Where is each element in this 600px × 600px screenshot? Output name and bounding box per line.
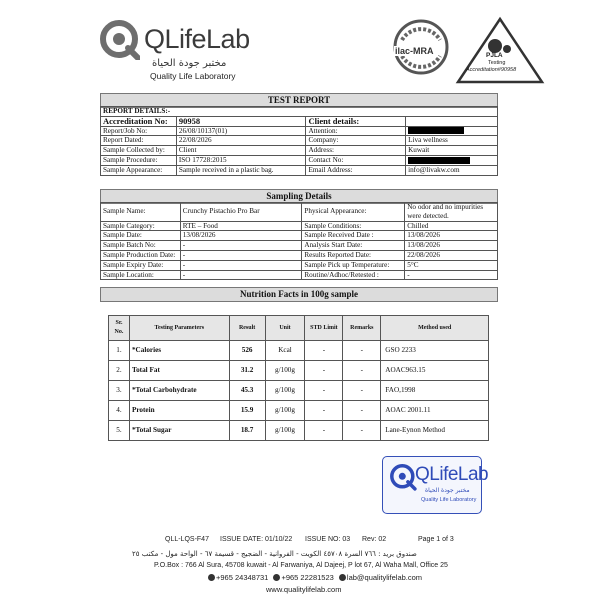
table-row [109, 341, 489, 361]
row-label: Report/Job No: [101, 126, 177, 136]
stamp-q-icon [389, 463, 417, 491]
cell-method: AOAC 2001.11 [381, 401, 489, 421]
table-row [101, 126, 498, 136]
row-value: Client [176, 146, 306, 156]
client-label: Attention: [306, 126, 406, 136]
stamp-arabic: مختبر جودة الحياة [425, 487, 470, 494]
logo-english-name: Quality Life Laboratory [150, 71, 236, 81]
address-arabic: صندوق بريد : ٧٦٦ السرة ٤٥٧٠٨ الكويت - الفروانية - الضجيج - قسيمة ٦٧ - الواحة مول - مكتب ٢٥ [132, 550, 417, 558]
revision: Rev: 02 [362, 536, 387, 543]
cell-result: 526 [229, 341, 265, 361]
row-value: 13/08/2026 [405, 231, 498, 241]
cell-unit: g/100g [265, 381, 305, 401]
row-value: - [180, 260, 302, 270]
cell-unit: g/100g [265, 361, 305, 381]
cell-method: Lane-Eynon Method [381, 421, 489, 441]
table-row [101, 231, 498, 241]
column-header: Unit [265, 316, 305, 341]
cell-remarks: - [343, 421, 381, 441]
cell-remarks: - [343, 401, 381, 421]
cell-param: *Calories [129, 341, 229, 361]
qlifelab-stamp [382, 456, 489, 514]
table-row [101, 155, 498, 165]
cell-method: GSO 2233 [381, 341, 489, 361]
row-label: Sample Appearance: [101, 165, 177, 175]
phone-icon [273, 574, 280, 581]
table-row [101, 250, 498, 260]
cell-sr: 3. [109, 381, 130, 401]
column-header: Testing Parameters [129, 316, 229, 341]
issue-date: ISSUE DATE: 01/10/22 [220, 536, 293, 543]
report-details-table [100, 106, 498, 176]
redacted-contact [406, 155, 498, 165]
row-value: 5°C [405, 260, 498, 270]
logo-wordmark: QLifeLab [144, 24, 250, 54]
cell-param: *Total Sugar [129, 421, 229, 441]
cell-std: - [305, 341, 343, 361]
cell-result: 45.3 [229, 381, 265, 401]
cell-result: 18.7 [229, 421, 265, 441]
accreditation-value: 90958 [176, 116, 306, 126]
row-value: Crunchy Pistachio Pro Bar [180, 203, 302, 222]
column-header: STD Limit [305, 316, 343, 341]
client-label: Email Address: [306, 165, 406, 175]
row-value: 26/08/10137(01) [176, 126, 306, 136]
client-label: Address: [306, 146, 406, 156]
page-number: Page 1 of 3 [418, 536, 454, 543]
sampling-details-title: Sampling Details [100, 189, 498, 204]
issue-number: ISSUE NO: 03 [305, 536, 351, 543]
row-label: Sample Date: [101, 231, 181, 241]
email-link[interactable]: lab@qualitylifelab.com [346, 573, 423, 582]
cell-remarks: - [343, 381, 381, 401]
sampling-details-table [100, 202, 498, 280]
pjla-triangle-icon [455, 16, 545, 86]
report-details-label: REPORT DETAILS:- [101, 107, 498, 117]
pjla-sub-label: Testing [488, 60, 506, 66]
row-label: Sample Expiry Date: [101, 260, 181, 270]
table-row [101, 146, 498, 156]
cell-sr: 2. [109, 361, 130, 381]
cell-unit: g/100g [265, 421, 305, 441]
cell-param: Total Fat [129, 361, 229, 381]
client-value: Liva wellness [406, 136, 498, 146]
client-label: Contact No: [306, 155, 406, 165]
row-value: ISO 17728:2015 [176, 155, 306, 165]
cell-sr: 5. [109, 421, 130, 441]
row-label: Sample Pick up Temperature: [302, 260, 405, 270]
column-header: Remarks [343, 316, 381, 341]
row-label: Sample Category: [101, 221, 181, 231]
row-value: - [180, 270, 302, 280]
cell-unit: g/100g [265, 401, 305, 421]
pjla-accreditation: Accreditation#90958 [466, 67, 517, 73]
table-row [101, 270, 498, 280]
table-row [101, 241, 498, 251]
table-row [109, 361, 489, 381]
nutrition-title: Nutrition Facts in 100g sample [100, 287, 498, 302]
stamp-wordmark: QLifeLab [415, 464, 489, 485]
table-row [101, 165, 498, 175]
row-value: - [180, 241, 302, 251]
cell-remarks: - [343, 361, 381, 381]
q-logo-icon [100, 20, 140, 60]
row-value: RTE – Food [180, 221, 302, 231]
row-value: No odor and no impurities were detected. [405, 203, 498, 222]
stamp-english: Quality Life Laboratory [421, 497, 477, 503]
row-label: Sample Procedure: [101, 155, 177, 165]
row-label: Sample Collected by: [101, 146, 177, 156]
row-value: - [405, 270, 498, 280]
cell-std: - [305, 421, 343, 441]
row-value: 13/08/2026 [180, 231, 302, 241]
row-label: Sample Conditions: [302, 221, 405, 231]
row-label: Sample Batch No: [101, 241, 181, 251]
cell-param: *Total Carbohydrate [129, 381, 229, 401]
client-details-label: Client details: [306, 116, 406, 126]
row-label: Sample Location: [101, 270, 181, 280]
cell-remarks: - [343, 341, 381, 361]
table-row [101, 260, 498, 270]
row-value: Chilled [405, 221, 498, 231]
phone-1[interactable]: +965 24348731 [216, 573, 269, 582]
row-value: 22/08/2026 [176, 136, 306, 146]
column-header: Result [229, 316, 265, 341]
row-label: Sample Received Date : [302, 231, 405, 241]
qlifelab-logo [100, 18, 250, 81]
cell-method: AOAC963.15 [381, 361, 489, 381]
table-row [101, 136, 498, 146]
ilac-mra-label: ilac-MRA [395, 46, 434, 56]
phone-icon [208, 574, 215, 581]
phone-2[interactable]: +965 22281523 [281, 573, 334, 582]
cell-std: - [305, 381, 343, 401]
contact-line [205, 573, 422, 582]
cell-param: Protein [129, 401, 229, 421]
logo-arabic-name: مختبر جودة الحياة [152, 58, 227, 69]
cell-unit: Kcal [265, 341, 305, 361]
table-row [109, 421, 489, 441]
cell-std: - [305, 361, 343, 381]
row-label: Results Reported Date: [302, 250, 405, 260]
nutrition-header-row [109, 316, 489, 341]
test-report-title: TEST REPORT [100, 93, 498, 108]
table-row [101, 203, 498, 222]
accreditation-label: Accreditation No: [101, 116, 177, 126]
row-value: Sample received in a plastic bag. [176, 165, 306, 175]
row-label: Report Dated: [101, 136, 177, 146]
table-row [109, 401, 489, 421]
address-english: P.O.Box : 766 Al Sura, 45708 kuwait - Al Farwaniya, Al Dajeej, P lot 67, Al Waha Mall, Office 25 [154, 562, 448, 569]
cell-sr: 1. [109, 341, 130, 361]
row-label: Sample Production Date: [101, 250, 181, 260]
column-header: Method used [381, 316, 489, 341]
cell-std: - [305, 401, 343, 421]
client-value: Kuwait [406, 146, 498, 156]
cell-result: 15.9 [229, 401, 265, 421]
column-header: Sr. No. [109, 316, 130, 341]
client-details-value [406, 116, 498, 126]
redacted-attention [406, 126, 498, 136]
row-label: Routine/Adhoc/Retested : [302, 270, 405, 280]
cell-sr: 4. [109, 401, 130, 421]
table-row [101, 221, 498, 231]
client-value: info@livakw.com [406, 165, 498, 175]
cell-method: FAO,1998 [381, 381, 489, 401]
cell-result: 31.2 [229, 361, 265, 381]
row-value: - [180, 250, 302, 260]
pjla-label: PJLA [486, 52, 503, 59]
row-label: Physical Appearance: [302, 203, 405, 222]
row-value: 13/08/2026 [405, 241, 498, 251]
row-label: Analysis Start Date: [302, 241, 405, 251]
website-link[interactable]: www.qualitylifelab.com [266, 585, 342, 594]
row-value: 22/08/2026 [405, 250, 498, 260]
email-icon [339, 574, 346, 581]
row-label: Sample Name: [101, 203, 181, 222]
client-label: Company: [306, 136, 406, 146]
form-code: QLL-LQS-F47 [165, 536, 209, 543]
nutrition-table [108, 315, 489, 441]
table-row [109, 381, 489, 401]
